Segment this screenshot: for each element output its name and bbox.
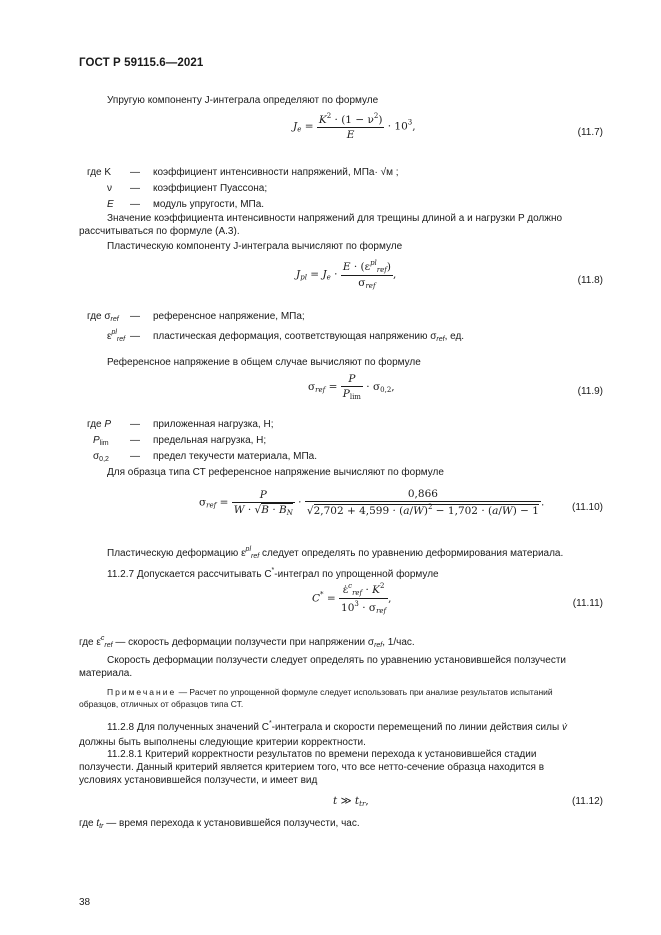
equation-number: (11.8): [577, 275, 603, 286]
page-number: 38: [79, 897, 91, 908]
where-item: где $\sigma_{ref}$ — референсное напряжение, МПа;: [87, 311, 305, 323]
paragraph-plastic: Пластическую компоненту J-интеграла вычисляют по формуле: [107, 241, 403, 252]
equation-11-12: t ≫ $t_{tr}$,: [333, 795, 369, 808]
note: Примечание — Расчет по упрощенной формуле следует использовать при анализе результатов испытаний образцов, отличных от образцов типа СТ.: [79, 687, 553, 709]
equation-number: (11.12): [572, 796, 603, 807]
equation-number: (11.11): [572, 598, 603, 609]
equation-11-9: $\sigma_{ref}$ = $\frac{P}{P_{lim}}$ · $\sigma_{0,2}$,: [308, 373, 395, 401]
paragraph-11-2-8-1: 11.2.8.1 Критерий корректности результатов по времени перехода к установившейся стадии ползучести. Данный критерий является критерием того, что все нетто-сечение образца находится в условиях установившейся ползучести, и имеет вид: [79, 749, 545, 786]
where-item: $P_{lim}$ — предельная нагрузка, Н;: [93, 435, 267, 447]
paragraph-creep-rate: Скорость деформации ползучести следует определять по уравнению установившейся ползучести материала.: [79, 655, 566, 679]
where-item: E — модуль упругости, МПа.: [107, 199, 265, 210]
paragraph-ct-specimen: Для образца типа СТ референсное напряжение вычисляют по формуле: [107, 467, 444, 478]
equation-11-7: $J_e$ = $\frac{K^2 \cdot (1 - \nu^2)}{E}$ · $10^3$,: [293, 112, 416, 141]
where-item: ν — коэффициент Пуассона;: [107, 183, 268, 194]
equation-11-8: $J_{pl} = J_e$ · $\frac{E \cdot (\varepsilon^{pl}_{ref})}{\sigma_{ref}}$ ,: [296, 259, 397, 290]
paragraph-plastic-strain: Пластическую деформацию $\varepsilon^{pl}_{ref}$ следует определять по уравнению деформирования материала.: [107, 546, 564, 560]
where-transition-time: где $t_{tr}$ — время перехода к установившейся ползучести, час.: [79, 818, 360, 830]
equation-11-11: C* = $\frac{\varepsiloṅ^c_{ref} \cdot K^2}{10^3 \cdot \sigma_{ref}}$ ,: [312, 582, 392, 615]
equation-number: (11.10): [572, 502, 603, 513]
where-item: $\sigma_{0,2}$ — предел текучести материала, МПа.: [93, 451, 317, 463]
paragraph-11-2-8: 11.2.8 Для полученных значений C*-интеграла и скорости перемещений по линии действия силы v̇ должны быть выполнены следующие критерии корректности.: [79, 720, 567, 748]
where-item: $\varepsilon^{pl}_{ref}$ — пластическая деформация, соответствующая напряжению $\sigma_{ref}$, ед.: [107, 329, 465, 343]
equation-11-10: $\sigma_{ref}$ = $\frac{P}{W \cdot √B \cdot B_N}$ · $\frac{0,866}{√2,702 + 4,599 \cdot (a/W)^2 - 1,702 \cdot (a/W) - 1}$ .: [199, 488, 545, 517]
paragraph-k-value: Значение коэффициента интенсивности напряжений для трещины длиной a и нагрузки P должно рассчитываться по формуле (А.3).: [79, 213, 563, 237]
document-header: ГОСТ Р 59115.6—2021: [79, 57, 204, 69]
paragraph-intro: Упругую компоненту J-интеграла определяют по формуле: [107, 95, 379, 106]
paragraph-11-2-7: 11.2.7 Допускается рассчитывать C*-интеграл по упрощенной формуле: [107, 567, 439, 580]
symbol-label: где K: [87, 167, 112, 178]
paragraph-reference: Референсное напряжение в общем случае вычисляют по формуле: [107, 357, 421, 368]
where-item: где K — коэффициент интенсивности напряжений, МПа· √м ;: [87, 167, 399, 178]
equation-number: (11.9): [577, 386, 603, 397]
where-creep-rate: где ε̇$^c_{ref}$ — скорость деформации ползучести при напряжении $\sigma_{ref}$, 1/час.: [79, 635, 415, 649]
where-item: где P — приложенная нагрузка, Н;: [87, 419, 274, 430]
note-label: Примечание: [107, 687, 177, 697]
equation-number: (11.7): [577, 127, 603, 138]
